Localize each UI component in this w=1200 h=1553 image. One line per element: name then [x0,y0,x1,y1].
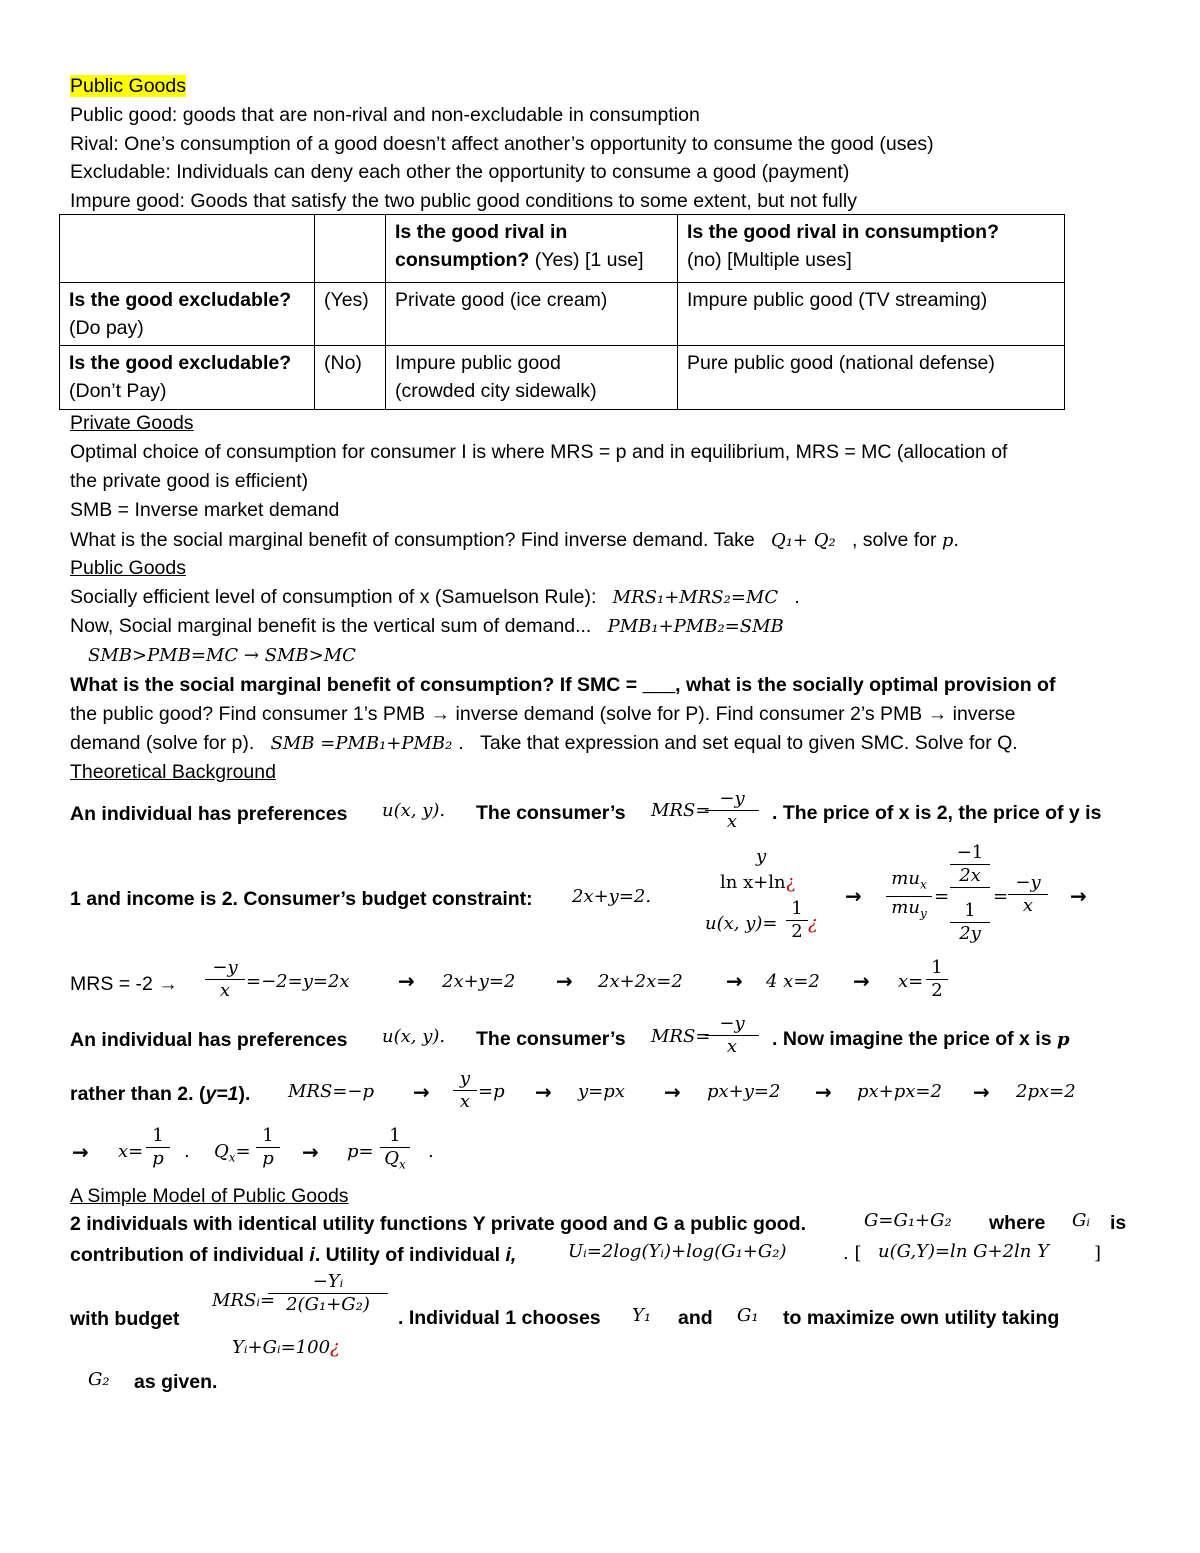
arrow-icon: → [726,969,743,993]
negy-over-x: $\frac{-y}{x}$ [1008,872,1048,917]
complex-fraction-bottom: $\frac{1}{2y}$ [950,900,990,945]
c-dot-2: . [428,1141,434,1162]
mrs-i-lhs: MRSᵢ= [212,1290,276,1311]
theory-b-utility: u(x, y). [382,1026,446,1047]
theory-a-consumer: The consumer’s [476,802,626,824]
arrow-icon: → [815,1080,832,1104]
complex-fraction-top: $\frac{-1}{2x}$ [950,842,990,888]
private-line-2: the private good is efficient) [70,470,309,492]
model-line-2: contribution of individual i. Utility of individual i, [70,1244,517,1266]
theory-a-line-2-text: 1 and income is 2. Consumer’s budget constraint: [70,888,533,910]
private-line-4: What is the social marginal benefit of consumption? Find inverse demand. Take Q₁+ Q₂ , solve for p. [70,529,959,551]
one-over-p: $\frac{1}{p}$ [146,1125,170,1170]
theory-a-mrs-fraction: $\frac{-y}{x}$ [705,788,759,833]
equals-sign: = [934,886,950,907]
vertical-sum-line: Now, Social marginal benefit is the vertical sum of demand... PMB₁+PMB₂=SMB [70,615,784,637]
arrow-icon: → [556,969,573,993]
stack-half: $\frac{1}{2}$ [786,898,808,943]
b-chain-4: px+y=2 [707,1081,781,1102]
y1-symbol: Y₁ [632,1305,652,1326]
log-utility: u(G,Y)=ln G+2ln Y [878,1241,1049,1262]
cell-private-good: Private good (ice cream) [386,283,678,346]
stack-y: y [756,846,767,867]
row-excludable-yes-answer: (Yes) [315,283,386,346]
arrow-icon: → [158,973,178,995]
arrow-icon: → [927,703,948,725]
cell-impure-tv: Impure public good (TV streaming) [678,283,1065,346]
theory-b-line-1-end: . Now imagine the price of x is p [772,1028,1070,1050]
smb-inequality: SMB>PMB=MC → SMB>MC [88,645,356,666]
public-question-line-2: the public good? Find consumer 1’s PMB → inverse demand (solve for P). Find consumer 2’s PMB → inverse [70,703,1016,725]
y-over-x: $\frac{y}{x}$ [453,1068,477,1113]
theory-b-line-1-text: An individual has preferences [70,1029,348,1051]
b-chain-2-end: =p [478,1081,505,1102]
samuelson-rule-line: Socially efficient level of consumption of x (Samuelson Rule): MRS₁+MRS₂=MC . [70,586,800,608]
arrow-icon: → [853,969,870,993]
rival-definition: Rival: One’s consumption of a good doesn’t affect another’s opportunity to consume the good (uses) [70,133,934,155]
half-fraction: $\frac{1}{2}$ [926,957,948,1002]
c-x-eq: x= [118,1141,144,1162]
theory-b-mrs-lhs: MRS= [651,1026,711,1047]
model-heading: A Simple Model of Public Goods [70,1185,349,1207]
arrow-icon: → [413,1080,430,1104]
arrow-icon: → [973,1080,990,1104]
public-question-line-1: What is the social marginal benefit of consumption? If SMC = ___, what is the socially optimal provision of [70,674,1056,696]
as-given: as given. [134,1371,218,1393]
budget-equation: Yᵢ+Gᵢ=100¿ [232,1337,340,1358]
header-rival-no: Is the good rival in consumption? (no) [Multiple uses] [678,215,1065,283]
b-chain-3: y=px [578,1081,625,1102]
page-title: Public Goods [70,75,186,97]
public-question-line-3: demand (solve for p). SMB =PMB₁+PMB₂ . Take that expression and set equal to given SMC. Solve for Q. [70,732,1018,754]
maximize-text: to maximize own utility taking [783,1307,1060,1329]
theory-a-utility: u(x, y). [382,800,446,821]
cell-pure-public-good: Pure public good (national defense) [678,346,1065,410]
one-over-qx: $\frac{1}{Q_x}$ [380,1125,410,1176]
chain-3: 2x+2x=2 [598,971,683,992]
one-over-p-2: $\frac{1}{p}$ [256,1125,280,1170]
b-chain-1: MRS=−p [288,1081,375,1102]
private-goods-heading: Private Goods [70,412,194,434]
equals-sign: = [993,886,1009,907]
stack-u: u(x, y)= [705,913,778,934]
excludable-definition: Excludable: Individuals can deny each other the opportunity to consume a good (payment) [70,161,850,183]
arrow-icon: → [845,884,862,908]
g1-symbol: G₁ [737,1305,759,1326]
chain-2: 2x+y=2 [442,971,516,992]
theory-b-line-2-text: rather than 2. (y=1). [70,1083,251,1105]
chain-5: x= [898,971,924,992]
is-text: is [1110,1212,1127,1234]
private-line-1: Optimal choice of consumption for consumer I is where MRS = p and in equilibrium, MRS = MC (allocation of [70,441,1008,463]
row-excludable-no-answer: (No) [315,346,386,410]
cell-impure-sidewalk: Impure public good (crowded city sidewalk) [386,346,678,410]
chain-1: =−2=y=2x [246,971,350,992]
budget-constraint: 2x+y=2. [572,886,652,907]
arrow-icon: → [302,1140,319,1164]
b-chain-6: 2px=2 [1016,1081,1076,1102]
arrow-icon: → [535,1080,552,1104]
arrow-icon: → [72,1140,89,1164]
table-empty-cell [60,215,315,283]
arrow-icon: → [398,969,415,993]
where-text: where [989,1212,1046,1234]
arrow-icon: → [1070,884,1087,908]
impure-definition: Impure good: Goods that satisfy the two public good conditions to some extent, but not fully [70,190,857,212]
negy-over-x-2: $\frac{-y}{x}$ [205,957,245,1002]
arrow-icon: → [430,703,451,725]
header-rival-yes: Is the good rival in consumption? (Yes) [1 use] [386,215,678,283]
theory-b-consumer: The consumer’s [476,1028,626,1050]
row-excludable-no-label: Is the good excludable? (Don’t Pay) [60,346,315,410]
b-chain-5: px+px=2 [857,1081,942,1102]
c-p-eq: p= [347,1141,374,1162]
theory-a-mrs-lhs: MRS= [651,800,711,821]
stack-i-glyph: ¿ [808,913,818,934]
stack-ln: ln x+ln¿ [720,872,796,893]
gi-symbol: Gᵢ [1072,1210,1090,1231]
c-dot-1: . [184,1141,190,1162]
theory-b-mrs-fraction: $\frac{-y}{x}$ [705,1013,759,1058]
model-line-1: 2 individuals with identical utility functions Y private good and G a public good. [70,1213,807,1235]
chain-4: 4 x=2 [766,971,820,992]
mrs-minus-two: MRS = -2 → [70,973,178,995]
mu-ratio-fraction: $mu_x$ $mu_y$ [886,868,932,924]
table-empty-cell [315,215,386,283]
bracket-open: . [ [843,1243,862,1264]
utility-function: Uᵢ=2log(Yᵢ)+log(G₁+G₂) [568,1241,787,1262]
with-budget: with budget [70,1308,180,1330]
g2-symbol: G₂ [88,1369,110,1390]
goods-classification-table [59,214,1065,410]
theory-a-line-1-text: An individual has preferences [70,803,348,825]
theory-heading: Theoretical Background [70,761,276,783]
and-text: and [678,1307,713,1329]
public-good-definition: Public good: goods that are non-rival and non-excludable in consumption [70,104,700,126]
public-goods-heading: Public Goods [70,557,186,579]
private-line-3: SMB = Inverse market demand [70,499,340,521]
mrs-i-fraction: $\frac{\text{−Yᵢ}}{\text{2(G₁+G₂)}}$ [268,1271,388,1316]
c-qx: $Q_x=$ [214,1141,251,1165]
arrow-icon: → [664,1080,681,1104]
individual-chooses: . Individual 1 chooses [398,1307,601,1329]
bracket-close: ] [1094,1243,1102,1264]
g-sum: G=G₁+G₂ [864,1210,952,1231]
theory-a-line-1-end: . The price of x is 2, the price of y is [772,802,1102,824]
row-excludable-yes-label: Is the good excludable? (Do pay) [60,283,315,346]
